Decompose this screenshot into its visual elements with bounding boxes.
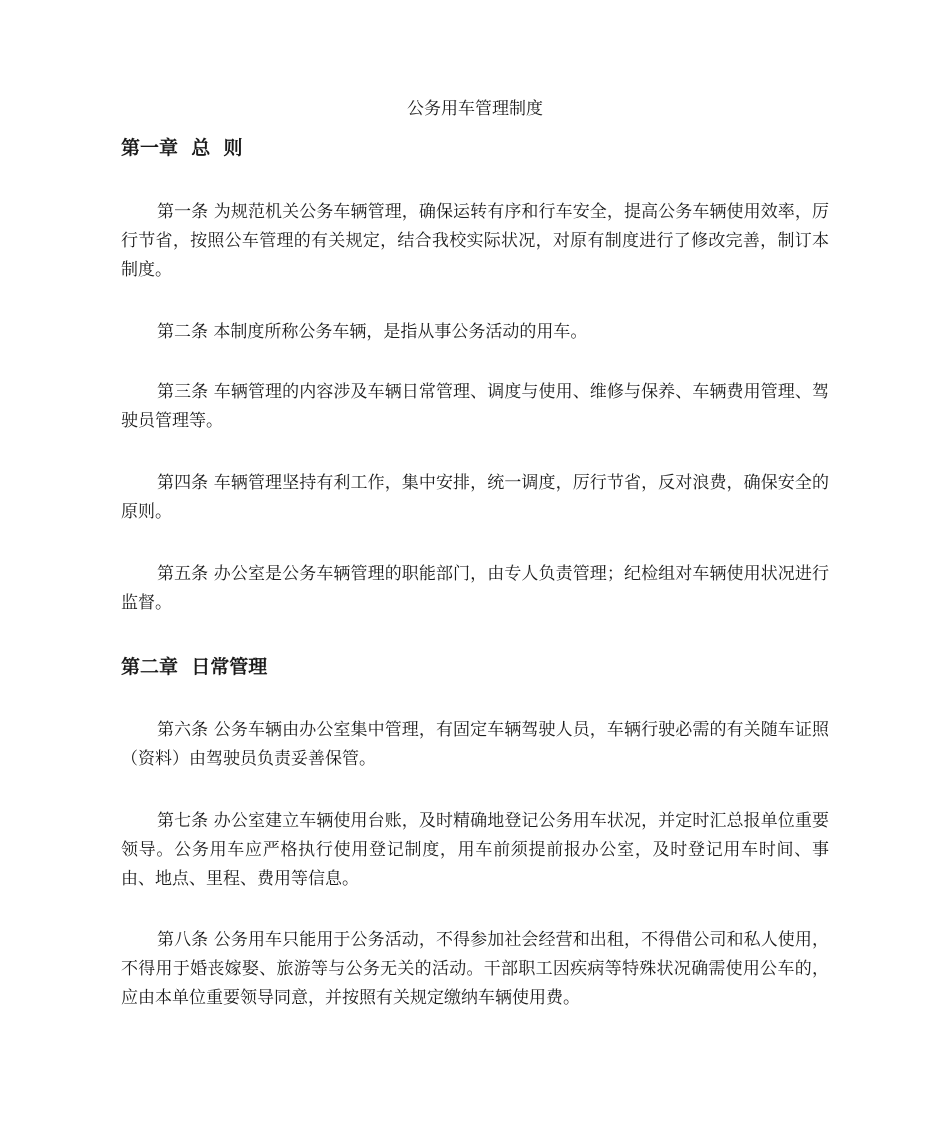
article-6: 第六条 公务车辆由办公室集中管理，有固定车辆驾驶人员，车辆行驶必需的有关随车证照（资料）由驾驶员负责妥善保管。 [121, 720, 829, 769]
article-3: 第三条 车辆管理的内容涉及车辆日常管理、调度与使用、维修与保养、车辆费用管理、驾驶员管理等。 [121, 382, 829, 431]
chapter-heading-1: 第一章 总 则 [121, 137, 243, 159]
article-1: 第一条 为规范机关公务车辆管理，确保运转有序和行车安全，提高公务车辆使用效率，厉行节省，按照公车管理的有关规定，结合我校实际状况，对原有制度进行了修改完善，制订本制度。 [121, 202, 829, 280]
article-2: 第二条 本制度所称公务车辆，是指从事公务活动的用车。 [157, 322, 588, 342]
article-4: 第四条 车辆管理坚持有利工作，集中安排，统一调度，厉行节省，反对浪费，确保安全的原则。 [121, 473, 829, 522]
document-title: 公务用车管理制度 [407, 99, 543, 119]
article-8: 第八条 公务用车只能用于公务活动，不得参加社会经营和出租，不得借公司和私人使用，不得用于婚丧嫁娶、旅游等与公务无关的活动。干部职工因疾病等特殊状况确需使用公车的，应由本单位重要领导同意，并按照有关规定缴纳车辆使用费。 [121, 930, 829, 1008]
article-7: 第七条 办公室建立车辆使用台账，及时精确地登记公务用车状况，并定时汇总报单位重要领导。公务用车应严格执行使用登记制度，用车前须提前报办公室，及时登记用车时间、事由、地点、里程、费用等信息。 [121, 811, 829, 889]
chapter-heading-2: 第二章 日常管理 [121, 656, 268, 678]
article-5: 第五条 办公室是公务车辆管理的职能部门，由专人负责管理；纪检组对车辆使用状况进行监督。 [121, 564, 829, 613]
